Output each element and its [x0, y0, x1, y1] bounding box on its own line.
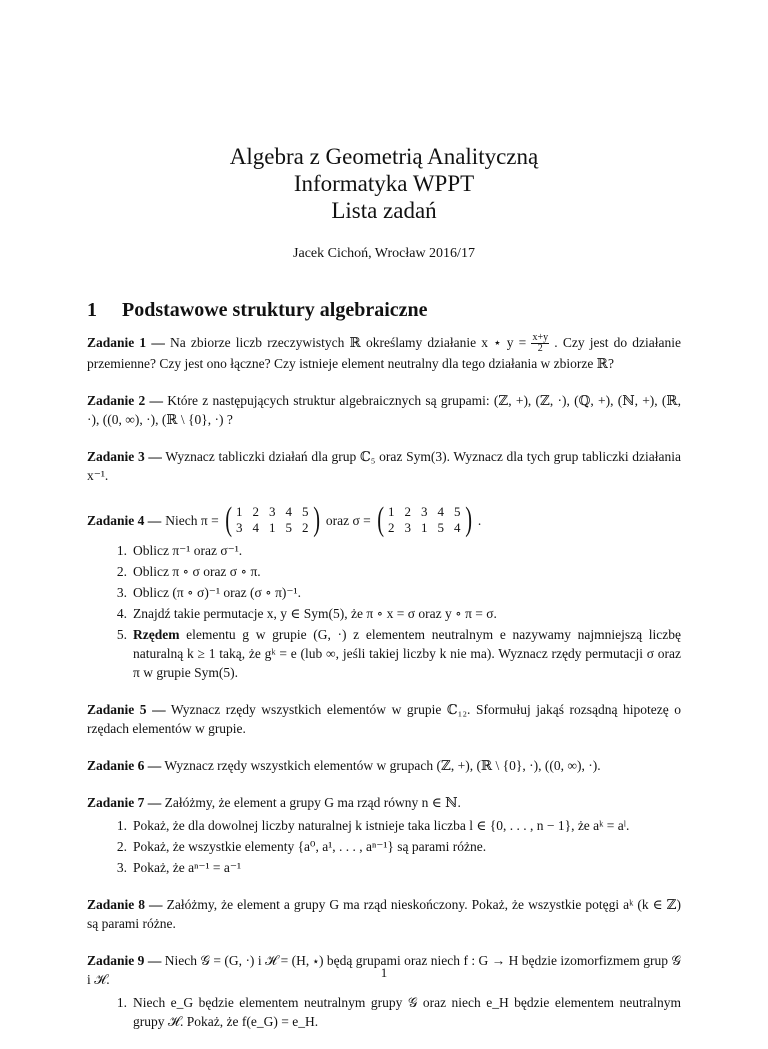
problem-8 [87, 895, 681, 933]
fraction [531, 333, 549, 354]
list-item-text: Oblicz (π ∘ σ)⁻¹ oraz (σ ∘ π)⁻¹. [133, 585, 301, 601]
problem-6 [87, 756, 681, 775]
section-number: 1 [87, 299, 97, 321]
problem-label: Zadanie 4 — [87, 512, 162, 528]
problem-text: Załóżmy, że element a grupy G ma rząd nieskończony. Pokaż, że wszystkie potęgi aᵏ (k ∈ ℤ) są parami różne. [87, 897, 682, 932]
problem-label: Zadanie 1 — [87, 335, 165, 350]
list-item: 4. Znajdź takie permutacje x, y ∈ Sym(5), że π ∘ x = σ oraz y ∘ π = σ. [87, 604, 681, 623]
matrix-cell: 5 [437, 520, 445, 536]
title-line-1: Algebra z Geometrią Analityczną [229, 144, 539, 169]
list-item: 3. Pokaż, że aⁿ⁻¹ = a⁻¹ [87, 858, 681, 877]
right-paren: ) [464, 501, 472, 539]
matrix-cell: 3 [236, 520, 243, 536]
term-bold: Rzędem [133, 627, 180, 643]
matrix-row [236, 504, 309, 520]
matrix-cell: 2 [388, 520, 395, 536]
page-number: 1 [380, 965, 388, 980]
matrix-cell: 3 [269, 504, 276, 520]
matrix-row [388, 520, 461, 536]
matrix-cell: 1 [421, 520, 428, 536]
list-item-text: Pokaż, że aⁿ⁻¹ = a⁻¹ [133, 860, 242, 876]
matrix-rows [386, 504, 463, 536]
problem-list [87, 333, 681, 1049]
matrix-row [388, 504, 461, 520]
list-item: 2. Pokaż, że wszystkie elementy {a⁰, a¹, . . . , aⁿ⁻¹} są parami różne. [87, 837, 681, 856]
matrix-cell: 3 [404, 520, 412, 536]
permutation-pi-label: Niech π = [165, 512, 219, 528]
list-item-text: Pokaż, że dla dowolnej liczby naturalnej k istnieje taka liczba l ∈ {0, . . . , n − 1}, że aᵏ = aˡ. [133, 818, 630, 834]
title-line-3: Lista zadań [331, 198, 437, 223]
period: . [477, 512, 482, 528]
list-item-text: Oblicz π ∘ σ oraz σ ∘ π. [133, 564, 261, 580]
matrix-cell: 4 [454, 520, 461, 536]
problem-9 [87, 951, 681, 1031]
right-paren: ) [312, 501, 320, 539]
list-item: 1. Oblicz π⁻¹ oraz σ⁻¹. [87, 541, 681, 560]
permutation-sigma-matrix [375, 503, 474, 537]
list-item-text: Niech e_G będzie elementem neutralnym grupy 𝒢 oraz niech e_H będzie elementem neutralnym grupy ℋ. Pokaż, że f(e_G) = e_H. [133, 995, 681, 1030]
problem-label: Zadanie 3 — [87, 449, 162, 465]
problem-text: Załóżmy, że element a grupy G ma rząd równy n ∈ ℕ. [164, 795, 461, 811]
problem-text: Które z następujących struktur algebraicznych są grupami: (ℤ, +), (ℤ, ·), (ℚ, +), (ℕ, +), (ℝ, ·), ((0, ∞), ·), (ℝ \ {0}, ·) ? [87, 393, 682, 428]
problem-label: Zadanie 8 — [87, 897, 163, 913]
matrix-cell: 4 [252, 520, 260, 536]
problem-label: Zadanie 7 — [87, 795, 162, 811]
problem-label: Zadanie 6 — [87, 758, 162, 774]
matrix-cell: 3 [421, 504, 428, 520]
list-item: 3. Oblicz (π ∘ σ)⁻¹ oraz (σ ∘ π)⁻¹. [87, 583, 681, 602]
title-block [0, 143, 768, 262]
matrix-cell: 5 [454, 504, 461, 520]
matrix-rows [234, 504, 311, 536]
matrix-cell: 5 [285, 520, 293, 536]
problem-4-header [87, 503, 681, 537]
problem-label: Zadanie 2 — [87, 393, 164, 409]
left-paren: ( [224, 501, 232, 539]
matrix-cell: 1 [269, 520, 276, 536]
matrix-row [236, 520, 309, 536]
matrix-cell: 2 [252, 504, 260, 520]
fraction-numerator: x+y [532, 332, 549, 344]
list-item: 1. Niech e_G będzie elementem neutralnym grupy 𝒢 oraz niech e_H będzie elementem neutralnym grupy ℋ. Pokaż, że f(e_G) = e_H. [116, 995, 681, 1030]
list-item: 1. Pokaż, że dla dowolnej liczby naturalnej k istnieje taka liczba l ∈ {0, . . . , n − 1}, że aᵏ = aˡ. [87, 816, 681, 835]
matrix-cell: 2 [302, 520, 309, 536]
section-heading [87, 299, 428, 322]
subtask-list [87, 993, 681, 1031]
matrix-cell: 1 [236, 504, 243, 520]
problem-label: Zadanie 9 — [87, 953, 162, 969]
problem-text: Wyznacz rzędy wszystkich elementów w grupach (ℤ, +), (ℝ \ {0}, ·), ((0, ∞), ·). [164, 758, 601, 774]
list-item-text: Znajdź takie permutacje x, y ∈ Sym(5), że π ∘ x = σ oraz y ∘ π = σ. [133, 606, 497, 622]
list-item: 5. Rzędem elementu g w grupie (G, ·) z elementem neutralnym e nazywamy najmniejszą liczbę naturalną k ≥ 1 taką, że gᵏ = e (lub ∞, jeśli takiej liczby k nie ma). Wyznacz rzędy permutacji σ oraz π w grupie Sym(5). [116, 627, 681, 681]
subtask-list [87, 816, 681, 877]
problem-5 [87, 700, 681, 738]
fraction-denominator: 2 [537, 343, 543, 355]
section-title: Podstawowe struktury algebraiczne [122, 299, 428, 321]
list-item: 2. Oblicz π ∘ σ oraz σ ∘ π. [87, 562, 681, 581]
left-paren: ( [376, 501, 384, 539]
title-line-2: Informatyka WPPT [293, 171, 475, 196]
matrix-cell: 1 [388, 504, 395, 520]
problem-4 [87, 503, 681, 682]
author-line: Jacek Cichoń, Wrocław 2016/17 [293, 246, 475, 261]
problem-text: Niech 𝒢 = (G, ·) i ℋ = (H, ⋆) będą grupami oraz niech f : G → H będzie izomorfizmem grup 𝒢 i ℋ. [87, 953, 681, 988]
subtask-list [87, 541, 681, 682]
problem-text: Wyznacz rzędy wszystkich elementów w grupie ℂ₁₂. Sformułuj jakąś rozsądną hipotezę o rzędach elementów w grupie. [87, 702, 682, 737]
problem-text: Wyznacz tabliczki działań dla grup ℂ₅ oraz Sym(3). Wyznacz dla tych grup tabliczki działania x⁻¹. [87, 449, 682, 484]
problem-2 [87, 391, 681, 429]
list-item-text: elementu g w grupie (G, ·) z elementem neutralnym e nazywamy najmniejszą liczbę naturalną k ≥ 1 taką, że gᵏ = e (lub ∞, jeśli takiej liczby k nie ma). Wyznacz rzędy permutacji σ oraz π w grupie Sym(5). [133, 627, 681, 681]
matrix-cell: 2 [404, 504, 412, 520]
permutation-pi-matrix [223, 503, 322, 537]
problem-text-continued: . Czy jest do działanie przemienne? Czy jest ono łączne? Czy istnieje element neutralny dla tego działania w zbiorze ℝ? [87, 335, 682, 372]
problem-7 [87, 793, 681, 877]
list-item-text: Oblicz π⁻¹ oraz σ⁻¹. [133, 543, 243, 559]
matrix-cell: 5 [302, 504, 309, 520]
problem-3 [87, 447, 681, 485]
problem-text: Na zbiorze liczb rzeczywistych ℝ określamy działanie x ⋆ y = [170, 335, 532, 350]
matrix-cell: 4 [437, 504, 445, 520]
permutation-sigma-label: oraz σ = [325, 512, 371, 528]
matrix-cell: 4 [285, 504, 293, 520]
problem-1 [87, 333, 681, 373]
problem-label: Zadanie 5 — [87, 702, 166, 718]
list-item-text: Pokaż, że wszystkie elementy {a⁰, a¹, . . . , aⁿ⁻¹} są parami różne. [133, 839, 487, 855]
